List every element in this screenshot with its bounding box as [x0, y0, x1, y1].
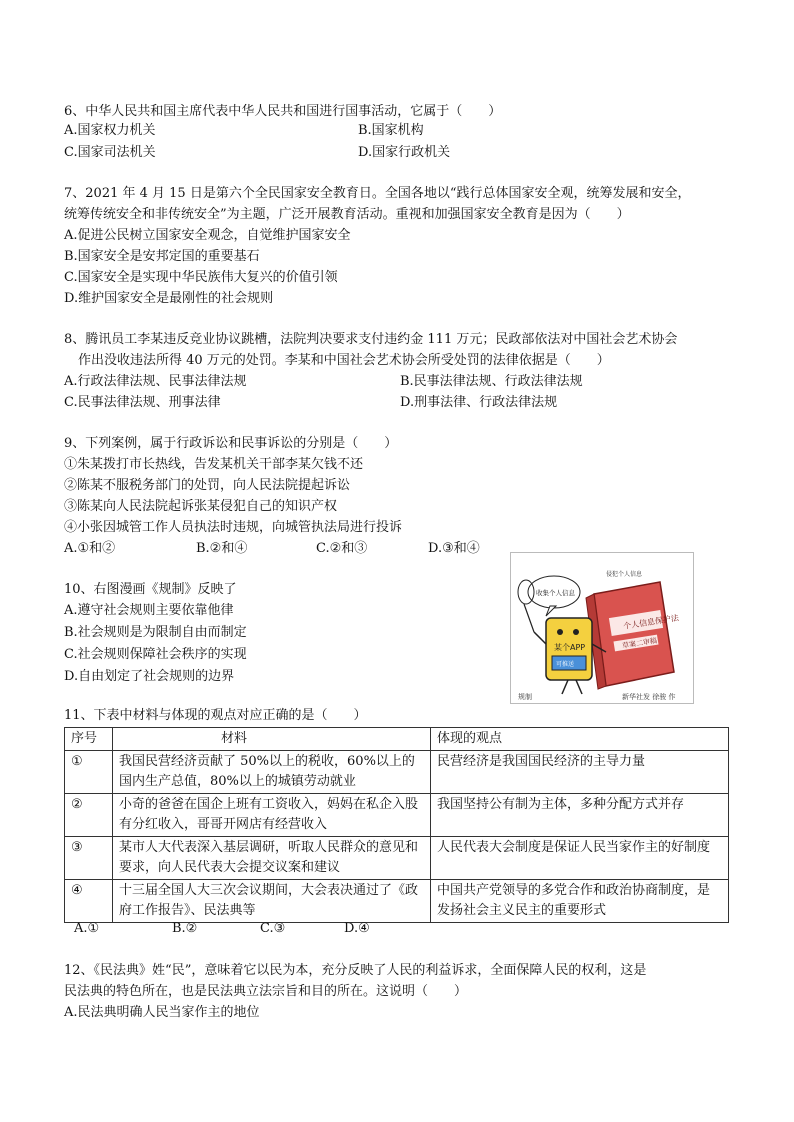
q10-option-b: B.社会规则是为限制自由而制定: [64, 625, 247, 640]
q8-stem-line1: 8、腾讯员工李某违反竞业协议跳槽，法院判决要求支付违约金 111 万元；民政部依法对中国社会艺术协会: [64, 332, 678, 347]
table-cell-num: ④: [65, 880, 113, 923]
table-cell-num: ①: [65, 751, 113, 794]
table-header-num: 序号: [65, 728, 113, 751]
table-header-view: 体现的观点: [431, 728, 729, 751]
q10-stem: 10、右图漫画《规制》反映了: [64, 582, 237, 597]
q8-option-b: B.民事法律法规、行政法律法规: [400, 374, 583, 389]
q11-option-a: A.①: [74, 921, 100, 936]
q11-option-c: C.③: [260, 921, 286, 936]
q11-option-b: B.②: [172, 921, 198, 936]
q10-option-c: C.社会规则保障社会秩序的实现: [64, 647, 247, 662]
q6-option-d: D.国家行政机关: [358, 145, 451, 160]
table-cell-material: 十三届全国人大三次会议期间，大会表决通过了《政府工作报告》、民法典等: [113, 880, 431, 923]
table-header-material: 材料: [113, 728, 431, 751]
q9-option-d: D.③和④: [428, 541, 480, 556]
q12-option-a: A.民法典明确人民当家作主的地位: [64, 1005, 260, 1020]
q12-stem-line1: 12、《民法典》姓“民”，意味着它以民为本，充分反映了人民的利益诉求，全面保障人民的权利，这是: [64, 963, 647, 978]
table-row: [65, 837, 729, 880]
q11-option-d: D.④: [344, 921, 370, 936]
q9-item-1: ①朱某拨打市长热线，告发某机关干部李某欠钱不还: [64, 457, 364, 472]
q9-item-2: ②陈某不服税务部门的处罚，向人民法院提起诉讼: [64, 478, 351, 493]
q11-stem: 11、下表中材料与体现的观点对应正确的是（ ）: [64, 708, 367, 723]
q12-stem-line2: 民法典的特色所在，也是民法典立法宗旨和目的所在。这说明（ ）: [64, 984, 468, 999]
q11-table: [64, 727, 729, 923]
q7-option-a: A.促进公民树立国家安全观念，自觉维护国家安全: [64, 228, 351, 243]
q10-option-d: D.自由划定了社会规则的边界: [64, 669, 235, 684]
q9-item-4: ④小张因城管工作人员执法时违规，向城管执法局进行投诉: [64, 520, 403, 535]
table-row: [65, 794, 729, 837]
q9-option-a: A.①和②: [64, 541, 116, 556]
table-cell-num: ③: [65, 837, 113, 880]
table-cell-view: 民营经济是我国国民经济的主导力量: [431, 751, 729, 794]
q7-stem-line2: 统筹传统安全和非传统安全”为主题，广泛开展教育活动。重视和加强国家安全教育是因为（ ）: [64, 207, 630, 222]
q6-option-b: B.国家机构: [358, 123, 424, 138]
q6-option-c: C.国家司法机关: [64, 145, 156, 160]
q7-stem-line1: 7、2021 年 4 月 15 日是第六个全民国家安全教育日。全国各地以“践行总体国家安全观，统筹发展和安全，: [64, 186, 691, 201]
table-cell-material: 某市人大代表深入基层调研，听取人民群众的意见和要求，向人民代表大会提交议案和建议: [113, 837, 431, 880]
q7-option-d: D.维护国家安全是最刚性的社会规则: [64, 291, 274, 306]
law-book-icon: [586, 582, 674, 689]
q8-option-a: A.行政法律法规、民事法律法规: [64, 374, 247, 389]
comic-phone-screen: 可推送: [556, 661, 575, 668]
comic-book-top-label: 侵犯个人信息: [606, 571, 643, 578]
table-header-row: [65, 728, 729, 751]
table-cell-view: 中国共产党领导的多党合作和政治协商制度，是发扬社会主义民主的重要形式: [431, 880, 729, 923]
comic-bubble-text: 收集个人信息: [536, 589, 575, 597]
table-cell-view: 我国坚持公有制为主体，多种分配方式并存: [431, 794, 729, 837]
table-cell-material: 我国民营经济贡献了 50%以上的税收，60%以上的国内生产总值，80%以上的城镇劳动就业: [113, 751, 431, 794]
q8-option-d: D.刑事法律、行政法律法规: [400, 395, 558, 410]
q9-item-3: ③陈某向人民法院起诉张某侵犯自己的知识产权: [64, 499, 338, 514]
comic-illustration: [510, 552, 694, 704]
comic-caption-right: 新华社发 徐骏 作: [622, 693, 676, 701]
q9-option-b: B.②和④: [196, 541, 248, 556]
table-cell-material: 小奇的爸爸在国企上班有工资收入，妈妈在私企入股有分红收入，哥哥开网店有经营收入: [113, 794, 431, 837]
q9-option-c: C.②和③: [316, 541, 368, 556]
comic-book-subtitle: 草案二审稿: [621, 636, 658, 651]
comic-book-title: 个人信息保护法: [622, 613, 680, 631]
table-cell-num: ②: [65, 794, 113, 837]
q6-option-a: A.国家权力机关: [64, 123, 156, 138]
q6-stem: 6、中华人民共和国主席代表中华人民共和国进行国事活动，它属于（ ）: [64, 104, 502, 119]
table-row: [65, 751, 729, 794]
comic-phone-label: 某个APP: [554, 643, 586, 652]
q9-stem: 9、下列案例，属于行政诉讼和民事诉讼的分别是（ ）: [64, 436, 398, 451]
comic-caption-left: 规制: [518, 693, 532, 701]
q7-option-b: B.国家安全是安邦定国的重要基石: [64, 249, 260, 264]
table-cell-view: 人民代表大会制度是保证人民当家作主的好制度: [431, 837, 729, 880]
q10-option-a: A.遵守社会规则主要依靠他律: [64, 603, 234, 618]
q8-stem-line2: 作出没收违法所得 40 万元的处罚。李某和中国社会艺术协会所受处罚的法律依据是（ ）: [78, 353, 610, 368]
q8-option-c: C.民事法律法规、刑事法律: [64, 395, 221, 410]
q7-option-c: C.国家安全是实现中华民族伟大复兴的价值引领: [64, 270, 338, 285]
table-row: [65, 880, 729, 923]
